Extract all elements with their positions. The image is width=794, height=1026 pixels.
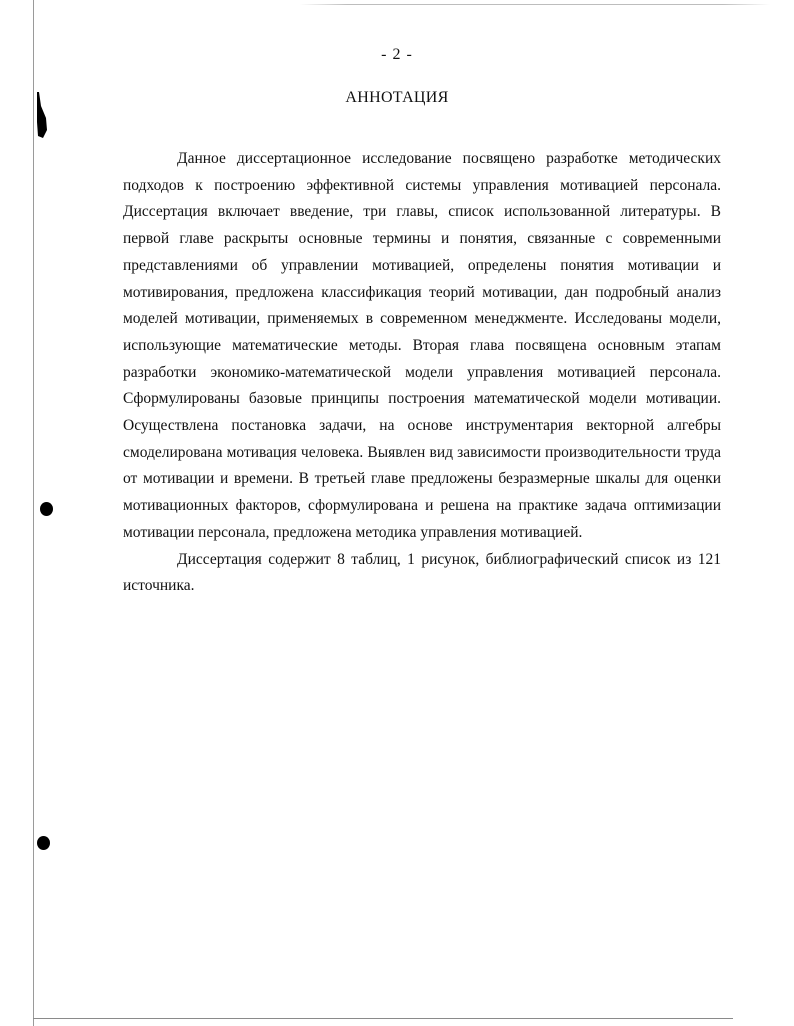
punch-hole <box>40 502 53 516</box>
abstract-paragraph: Данное диссертационное исследование посвящено разработке методических подходов к построению эффективной системы управления мотивацией персонала. Диссертация включает введение, три главы, список использованной литературы. В первой главе раскрыты основные термины и понятия, связанные с современными представлениями об управлении мотивацией, определены понятия мотивации и мотивирования, предложена классификация теорий мотивации, дан подробный анализ моделей мотивации, применяемых в современном менеджменте. Исследованы модели, использующие математические методы. Вторая глава посвящена основным этапам разработки экономико-математической модели управления мотивацией персонала. Сформулированы базовые принципы построения математической модели мотивации. Осуществлена постановка задачи, на основе инструментария векторной алгебры смоделирована мотивация человека. Выявлен вид зависимости производительности труда от мотивации и времени. В третьей главе предложены безразмерные шкалы для оценки мотивационных факторов, сформулирована и решена на практике задача оптимизации мотивации персонала, предложена методика управления мотивацией. <box>123 150 721 541</box>
page-number: - 2 - <box>381 46 413 63</box>
scan-edge-left <box>33 0 34 1026</box>
scan-edge-top <box>300 4 770 5</box>
punch-hole <box>37 836 50 850</box>
scan-edge-bottom <box>33 1018 733 1019</box>
page-title: АННОТАЦИЯ <box>345 89 449 106</box>
abstract-body <box>123 146 721 600</box>
abstract-paragraph: Диссертация содержит 8 таблиц, 1 рисунок, библиографический список из 121 источника. <box>123 550 721 595</box>
